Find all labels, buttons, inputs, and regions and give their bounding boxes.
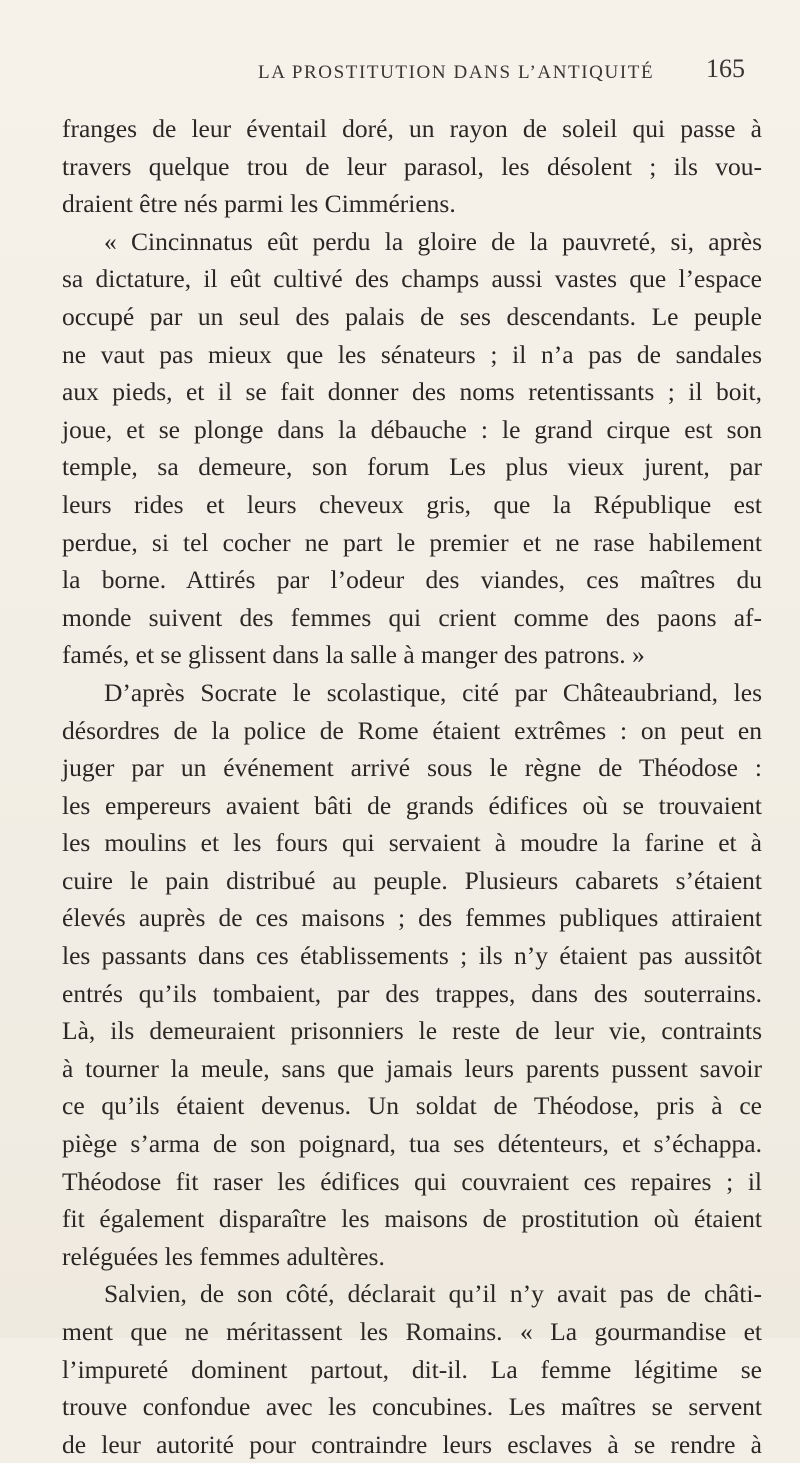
text-line: travers quelque trou de leur parasol, les désolent ; ils vou- [62, 151, 762, 181]
text-line: D’après Socrate le scolastique, cité par Châteaubriand, les [104, 677, 762, 707]
text-line: occupé par un seul des palais de ses descendants. Le peuple [62, 301, 762, 331]
running-head: LA PROSTITUTION DANS L’ANTIQUITÉ [258, 62, 655, 83]
text-line: cuire le pain distribué au peuple. Plusieurs cabarets s’étaient [62, 865, 762, 895]
text-line: Théodose fit raser les édifices qui couvraient ces repaires ; il [62, 1166, 762, 1196]
text-line: monde suivent des femmes qui crient comme des paons af- [62, 602, 762, 632]
text-line: à tourner la meule, sans que jamais leurs parents pussent savoir [62, 1053, 762, 1083]
text-line: entrés qu’ils tombaient, par des trappes, dans des souterrains. [62, 978, 762, 1008]
text-line: sa dictature, il eût cultivé des champs aussi vastes que l’espace [62, 264, 762, 294]
text-line: « Cincinnatus eût perdu la gloire de la pauvreté, si, après [104, 226, 762, 256]
text-line: Salvien, de son côté, déclarait qu’il n’y avait pas de châti- [104, 1279, 762, 1309]
text-line: juger par un événement arrivé sous le règne de Théodose : [62, 753, 762, 783]
text-line: de leur autorité pour contraindre leurs esclaves à se rendre à [62, 1429, 762, 1459]
text-line: reléguées les femmes adultères. [62, 1241, 385, 1271]
text-line: la borne. Attirés par l’odeur des viandes, ces maîtres du [62, 565, 762, 595]
text-line: perdue, si tel cocher ne part le premier et ne rase habilement [62, 527, 762, 557]
text-line: ce qu’ils étaient devenus. Un soldat de Théodose, pris à ce [62, 1091, 762, 1121]
page-number: 165 [706, 54, 745, 83]
text-line: leurs rides et leurs cheveux gris, que la République est [62, 489, 762, 519]
body-text [62, 110, 762, 1463]
text-line: désordres de la police de Rome étaient extrêmes : on peut en [62, 715, 762, 745]
text-line: trouve confondue avec les concubines. Les maîtres se servent [62, 1392, 762, 1422]
text-line: les moulins et les fours qui servaient à moudre la farine et à [62, 828, 762, 858]
text-line: ne vaut pas mieux que les sénateurs ; il n’a pas de sandales [62, 339, 762, 369]
text-line: franges de leur éventail doré, un rayon de soleil qui passe à [62, 114, 762, 143]
text-line: joue, et se plonge dans la débauche : le grand cirque est son [62, 414, 762, 444]
text-line: aux pieds, et il se fait donner des noms retentissants ; il boit, [62, 377, 762, 407]
text-line: draient être nés parmi les Cimmériens. [62, 189, 456, 219]
text-line: élevés auprès de ces maisons ; des femmes publiques attiraient [62, 903, 762, 933]
text-line: temple, sa demeure, son forum Les plus vieux jurent, par [62, 452, 762, 482]
text-line: fit également disparaître les maisons de prostitution où étaient [62, 1204, 762, 1234]
text-line: Là, ils demeuraient prisonniers le reste de leur vie, contraints [62, 1016, 762, 1046]
text-line: les empereurs avaient bâti de grands édifices où se trouvaient [62, 790, 762, 820]
text-line: ment que ne méritassent les Romains. « La gourmandise et [62, 1317, 762, 1346]
text-line: l’impureté dominent partout, dit-il. La femme légitime se [62, 1354, 762, 1384]
text-line: les passants dans ces établissements ; ils n’y étaient pas aussitôt [62, 941, 762, 971]
text-line: famés, et se glissent dans la salle à manger des patrons. » [62, 640, 645, 670]
text-line: piège s’arma de son poignard, tua ses détenteurs, et s’échappa. [62, 1129, 762, 1159]
